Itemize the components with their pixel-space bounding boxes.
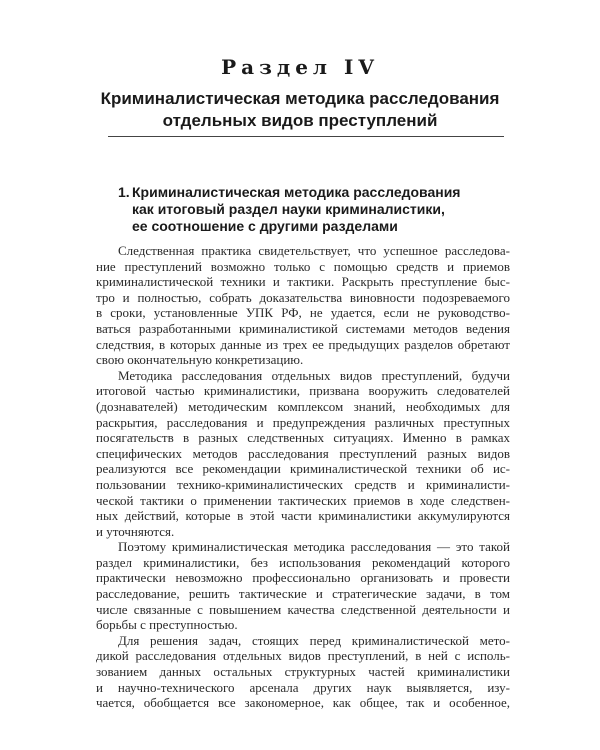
paragraph-line: дикой расследования отдельных видов преступлений, в ней с исполь-	[96, 648, 510, 664]
section-title-line: Криминалистическая методика расследования	[132, 184, 461, 200]
paragraph-line: реализуются все рекомендации криминалистической техники об ис-	[96, 461, 510, 477]
paragraph-line: Поэтому криминалистическая методика расследования — это такой	[118, 539, 510, 555]
part-title	[0, 88, 600, 132]
paragraph-line: (дознавателей) методическим комплексом знаний, необходимых для	[96, 398, 510, 414]
section-title	[132, 184, 460, 235]
part-title-line: Криминалистическая методика расследования	[100, 89, 500, 108]
paragraph-line: пользовании технико-криминалистических средств и криминалисти-	[96, 476, 510, 492]
paragraph-line: посягательств в разных следственных ситуациях. Именно в рамках	[96, 430, 510, 446]
paragraph-line: свою окончательную конкретизацию.	[96, 352, 304, 368]
paragraph-line: следствия, в которых данные из трех ее предыдущих разделов обретают	[96, 336, 510, 352]
section-title-line: как итоговый раздел науки криминалистики,	[132, 201, 445, 217]
paragraph-line: Методика расследования отдельных видов преступлений, будучи	[118, 367, 510, 383]
paragraph-line: итоговой частью криминалистики, призвана вооружить следователей	[96, 383, 510, 399]
paragraph-line: и научно-технического арсенала других наук выявляется, изу-	[96, 679, 510, 695]
paragraph-line: Следственная практика свидетельствует, что успешное расследова-	[118, 243, 510, 258]
paragraph-line: борьбы с преступностью.	[96, 617, 238, 633]
paragraph	[96, 243, 510, 368]
part-title-line: отдельных видов преступлений	[162, 111, 438, 130]
paragraph-line: и уточняются.	[96, 523, 175, 539]
paragraph	[96, 539, 510, 633]
paragraph	[96, 368, 510, 540]
title-divider	[108, 136, 504, 137]
paragraph-line: ние преступлений возможно только с помощью средств и приемов	[96, 258, 510, 274]
section-title-line: ее соотношение с другими разделами	[132, 218, 398, 234]
paragraph-line: криминалистической техники и тактики. Раскрыть преступление быс-	[96, 274, 510, 290]
paragraph-line: раздел криминалистики, без использования рекомендаций которого	[96, 554, 510, 570]
paragraph-line: в сроки, установленные УПК РФ, не удается, если не руководство-	[96, 305, 510, 321]
paragraph	[96, 633, 510, 711]
body-text	[96, 243, 510, 711]
paragraph-line: раскрытия, расследования и предупреждения различных преступных	[96, 414, 510, 430]
section-number: 1.	[118, 184, 130, 200]
paragraph-line: специфических методов расследования преступлений разных видов	[96, 445, 510, 461]
paragraph-line: Для решения задач, стоящих перед криминалистической мето-	[118, 632, 510, 648]
paragraph-line: зованием данных остальных структурных частей криминалистики	[96, 664, 510, 680]
part-label: Раздел IV	[221, 55, 379, 79]
paragraph-line: практически невозможно профессионально организовать и провести	[96, 570, 510, 586]
paragraph-line: числе связанные с повышением качества следственной деятельности и	[96, 601, 510, 617]
paragraph-line: тро и полностью, собрать доказательства виновности подозреваемого	[96, 289, 510, 305]
paragraph-line: чается, обобщается все закономерное, как общее, так и особенное,	[96, 695, 510, 711]
paragraph-line: ваться разработанными криминалистикой системами методов ведения	[96, 320, 510, 336]
paragraph-line: ческой тактики о применении тактических приемов в ходе следствен-	[96, 492, 510, 508]
paragraph-line: расследование, решить тактические и стратегические задачи, в том	[96, 586, 510, 602]
paragraph-line: ных действий, которые в этой части криминалистики аккумулируются	[96, 508, 510, 524]
